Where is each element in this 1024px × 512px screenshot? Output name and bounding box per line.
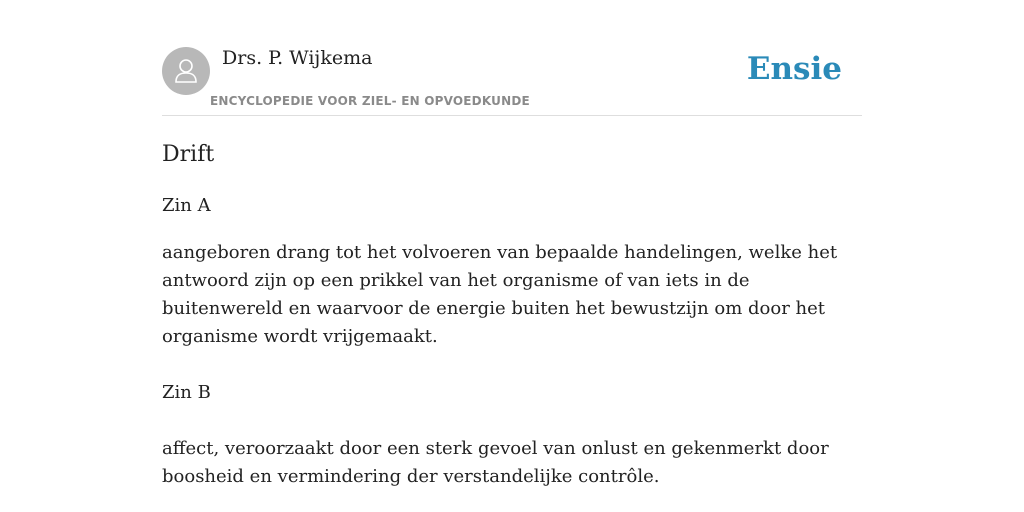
user-icon — [171, 56, 201, 86]
page — [162, 0, 862, 491]
sense-label: Zin B — [162, 382, 211, 403]
author-name[interactable]: Drs. P. Wijkema — [222, 47, 373, 69]
definition-text: aangeboren drang tot het volvoeren van bepaalde handelingen, welke het antwoord zijn op een prikkel van het organisme of van iets in de buitenwereld en waarvoor de energie buiten het bewustzijn om door het organisme wordt vrijgemaakt. — [162, 242, 838, 347]
page-title: Drift — [162, 142, 215, 167]
encyclopedia-name[interactable]: ENCYCLOPEDIE VOOR ZIEL- EN OPVOEDKUNDE — [210, 94, 530, 108]
definition-text: affect, veroorzaakt door een sterk gevoel van onlust en gekenmerkt door boosheid en vermindering der verstandelijke contrôle. — [162, 438, 829, 487]
brand-logo[interactable]: Ensie — [746, 51, 842, 87]
sense-label: Zin A — [162, 195, 211, 216]
header — [162, 47, 862, 116]
article-body — [162, 192, 862, 491]
avatar[interactable] — [162, 47, 210, 95]
